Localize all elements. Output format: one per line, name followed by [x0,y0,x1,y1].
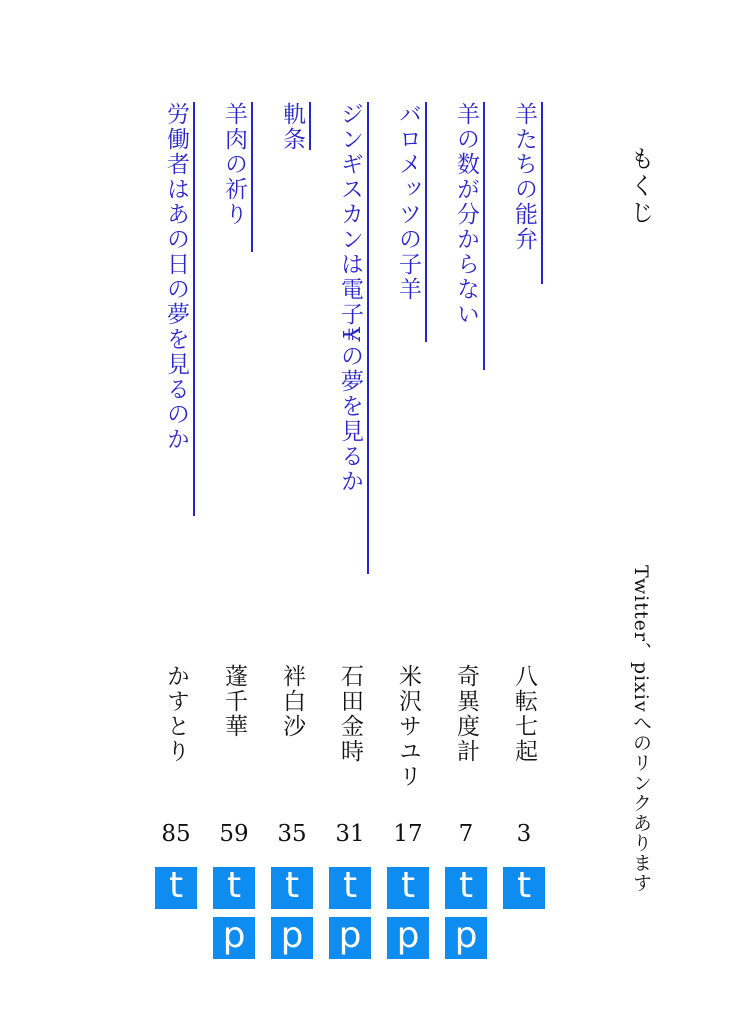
twitter-link-icon[interactable]: t [213,867,255,909]
author-name-4: 石田金時 [337,664,363,764]
pixiv-link-icon[interactable]: p [387,917,429,959]
toc-item-6[interactable]: 羊肉の祈り [221,102,247,227]
toc-item-1[interactable]: 羊たちの能弁 [511,102,537,252]
author-name-2: 奇異度計 [453,664,479,764]
author-name-3: 米沢サユリ [395,664,421,789]
page-number-6: 59 [219,821,249,847]
toc-heading: もくじ [626,146,654,227]
twitter-link-icon[interactable]: t [387,867,429,909]
toc-underline-4 [367,102,369,574]
page-number-1: 3 [516,821,532,847]
toc-item-2[interactable]: 羊の数が分からない [453,102,479,327]
page-number-2: 7 [458,821,474,847]
page-number-5: 35 [277,821,307,847]
author-name-1: 八転七起 [511,664,537,764]
toc-item-7[interactable]: 労働者はあの日の夢を見るのか [163,102,189,452]
toc-item-5[interactable]: 軌条 [279,102,305,152]
page-number-7: 85 [161,821,191,847]
pixiv-link-icon[interactable]: p [329,917,371,959]
twitter-link-icon[interactable]: t [445,867,487,909]
twitter-link-icon[interactable]: t [329,867,371,909]
pixiv-link-icon[interactable]: p [213,917,255,959]
twitter-link-icon[interactable]: t [271,867,313,909]
toc-underline-3 [425,102,427,342]
toc-underline-6 [251,102,253,252]
links-note: Twitter、pixivへのリンクあります [630,565,652,893]
toc-underline-2 [483,102,485,370]
toc-underline-7 [193,102,195,516]
page-number-4: 31 [335,821,365,847]
author-name-7: かすとり [163,664,189,764]
toc-item-3[interactable]: バロメッツの子羊 [395,102,421,302]
twitter-link-icon[interactable]: t [155,867,197,909]
pixiv-link-icon[interactable]: p [271,917,313,959]
toc-item-4[interactable]: ジンギスカンは電子¥の夢を見るか [337,102,363,494]
pixiv-link-icon[interactable]: p [445,917,487,959]
page-number-3: 17 [393,821,423,847]
author-name-5: 袢白沙 [279,664,305,739]
author-name-6: 蓬千華 [221,664,247,739]
twitter-link-icon[interactable]: t [503,867,545,909]
toc-underline-5 [309,102,311,150]
toc-underline-1 [541,102,543,284]
